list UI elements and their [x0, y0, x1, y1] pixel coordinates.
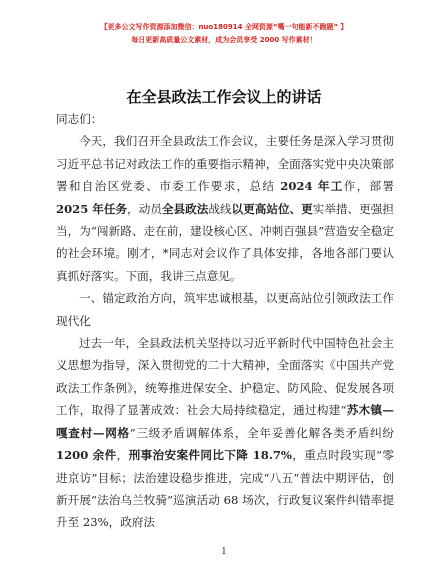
text-run: ，	[116, 448, 129, 463]
text-run: ”三级矛盾调解体系，全年妥善化解各类矛盾纠纷	[129, 425, 394, 440]
bold-run: 刑事治安案件同比下降 18.7%	[128, 448, 292, 463]
section-heading-1: 一、锚定政治方向，筑牢忠诚根基，以更高站位引领政法工作现代化	[56, 291, 394, 328]
bold-run: 2024 年工	[280, 179, 344, 194]
bold-run: 以更高站位、更	[231, 201, 313, 216]
bold-run: 2025 年任务	[56, 201, 128, 216]
bold-run: 全县政法	[161, 201, 209, 216]
greeting: 同志们：	[56, 112, 103, 126]
text-run: 战线	[208, 201, 232, 216]
text-run: 今天，我们召开全县政法工作会议，主要任务是深入学习贯彻习近平总书记对政法工作的重要指示精神，全面落实党中央决策部署和自治区党委、市委工作要求，总结	[56, 134, 394, 194]
text-run: ，动员	[127, 201, 162, 216]
bold-run: 1200 余件	[56, 448, 117, 463]
bold-run: 苏木镇—嘎查村—网格	[56, 403, 394, 440]
promo-line-2: 每日更新高质量公文素材，成为会员享受 2000 写作素材！	[131, 36, 317, 44]
text-run: ，重点时段实现“零进京访”目标；法治建设稳步推进，完成“八五”普法中期评估，创新开展“法治乌兰牧骑”巡演活动 68 场次，行政复议案件纠错率提升至 23%，政府法	[56, 448, 394, 530]
text-run: 实举措、更强担当，为“闯新路、走在前，建设核心区、冲刺百强县”营造安全稳定的社会环境。刚才，*同志对会议作了具体安排，各地各部门要认真抓好落实。下面，我讲三点意见。	[56, 201, 394, 283]
paragraph-review	[56, 332, 394, 534]
paragraph-intro	[56, 130, 394, 287]
page-number: 1	[221, 547, 227, 557]
text-run: 过去一年，全县政法机关坚持以习近平新时代中国特色社会主义思想为指导，深入贯彻党的二十大精神，全面落实《中国共产党政法工作条例》，统筹推进保安全、护稳定、防风险、促发展各项工作，取得了显著成效：社会大局持续稳定，通过构建“	[56, 336, 394, 418]
text-run: 作，部署	[343, 179, 394, 194]
document-body	[56, 108, 394, 534]
promo-line-1: 【更多公文写作资源添加微信：nuo180914 全网资源“嘴一句能新不跑题” 】	[100, 23, 348, 31]
document-title: 在全县政法工作会议上的讲话	[126, 88, 322, 106]
